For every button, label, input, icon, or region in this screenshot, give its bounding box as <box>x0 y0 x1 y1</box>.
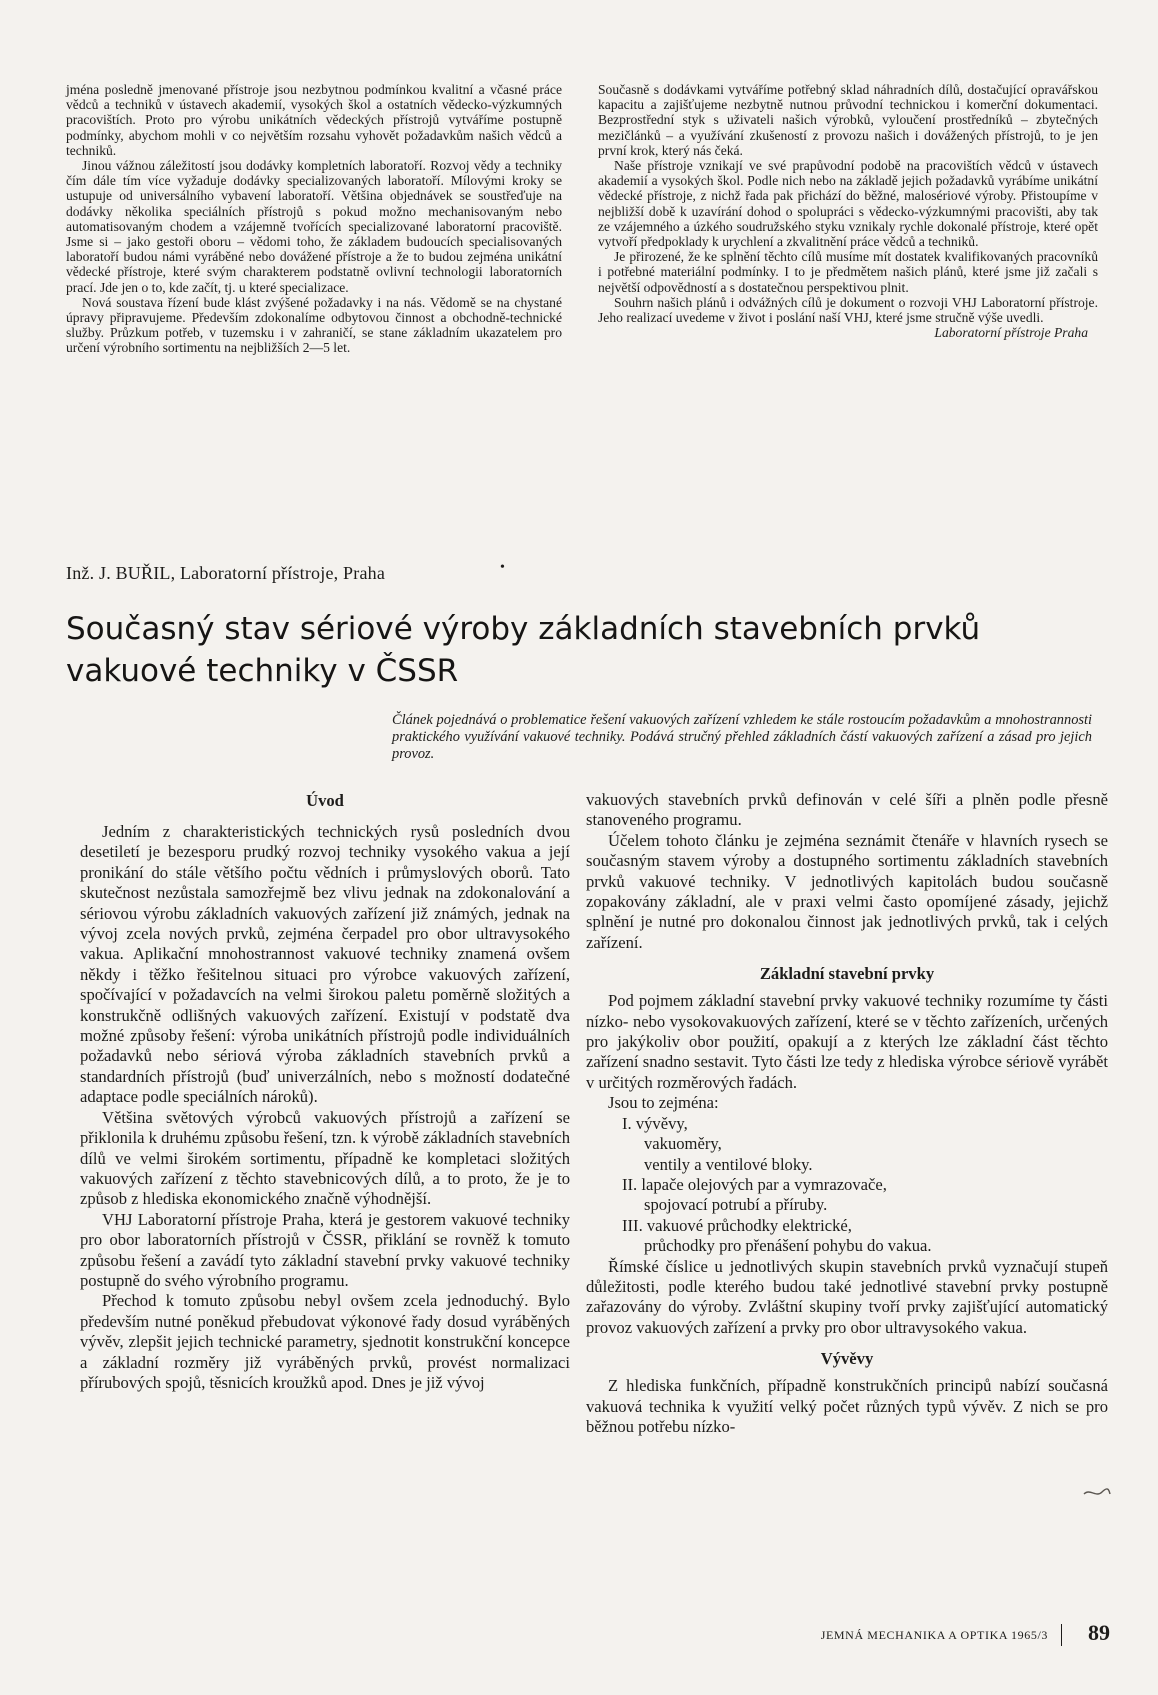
top-right-column <box>598 82 1098 340</box>
title-line-1: Současný stav sériové výroby základních stavebních prvků <box>66 611 981 647</box>
top-left-column <box>66 82 562 356</box>
list-item: II. lapače olejových par a vymrazovače, <box>622 1174 887 1194</box>
paragraph: Nová soustava řízení bude klást zvýšené požadavky i na nás. Vědomě se na chystané úpravy připravujeme. Především zdokonalíme odbytovou činnost a obchodně-technické služby. Průzkum potřeb, v tuzemsku i v zahraničí, se stane základním ukazatelem pro určení výrobního sortimentu na nejbližších 2—5 let. <box>66 294 562 356</box>
list-item: průchodky pro přenášení pohybu do vakua. <box>644 1236 932 1256</box>
paragraph: Jsou to zejména: <box>608 1093 719 1113</box>
paragraph: Pod pojmem základní stavební prvky vakuové techniky rozumíme ty části nízko- nebo vysokovakuových zařízení, které se v těchto zařízeních, určených pro jakýkoliv obor použití, opakují a z kterých lze základní část těchto zařízení snadno sestavit. Tyto části lze tedy z hlediska výrobce sériově vyrábět v určitých rozměrových řadách. <box>586 991 1108 1092</box>
footer-divider <box>1061 1624 1062 1646</box>
article-abstract: Článek pojednává o problematice řešení vakuových zařízení vzhledem ke stále rostoucím požadavkům a mnohostrannosti praktického využívání vakuové techniky. Podává stručný přehled základních částí vakuových zařízení a zásad pro jejich provoz. <box>392 712 1092 762</box>
section-heading-uvod: Úvod <box>306 791 344 810</box>
paragraph: Účelem tohoto článku je zejména seznámit čtenáře v hlavních rysech se současným stavem výroby a dostupného sortimentu základních stavebních prvků vakuové techniky. V jednotlivých kapitolách budou současně zopakovány základní, ale v praxi velmi často opomíjené zásady, jejichž splnění je nutné pro dokonalou činnost jak jednotlivých prvků, tak i celých zařízení. <box>586 830 1108 952</box>
element-list <box>586 1114 1108 1257</box>
paragraph: Přechod k tomuto způsobu nebyl ovšem zcela jednoduchý. Bylo především nutné poněkud přebudovat výkonové řady dosud vyráběných vývěv, zlepšit jejich technické parametry, sjednotit konstrukční koncepce a základní rozměry již vyráběných prvků, provést normalizaci přírubových spojů, těsnicích kroužků apod. Dnes je již vývoj <box>80 1291 570 1392</box>
section-heading-vyvevy: Vývěvy <box>820 1349 874 1369</box>
page-number: 89 <box>1088 1620 1110 1645</box>
main-left-column <box>80 790 570 1393</box>
paragraph: Jedním z charakteristických technických rysů posledních dvou desetiletí je bezesporu prudký rozvoj techniky vysokého vakua a její pronikání do stále většího počtu vědních i průmyslových oborů. Tato skutečnost nezůstala samozřejmě bez vlivu jednak na zdokonalování a sériovou výrobu základních vakuových zařízení již známých, jednak na vývoj zcela nových prvků, zejména čerpadel pro obor ultravysokého vakua. Aplikační mnohostrannost vakuové techniky znamená ovšem někdy i těžko řešitelnou situaci pro výrobce vakuových zařízení, spočívající v požadavcích na velmi širokou paletu poměrně složitých a konstrukčně odlišných vakuových zařízení. Existují v podstatě dva možné způsoby řešení: výroba unikátních přístrojů podle individuálních požadavků nebo sériová výroba základních stavebních prvků a standardních přístrojů (buď univerzálních, nebo s možností dodatečné adaptace podle speciálních nároků). <box>80 822 570 1107</box>
list-item: spojovací potrubí a příruby. <box>644 1195 828 1215</box>
paragraph: Z hlediska funkčních, případně konstrukčních principů nabízí současná vakuová technika k využití velký počet různých typů vývěv. Z nich se pro běžnou potřebu nízko- <box>586 1376 1108 1436</box>
paragraph: Většina světových výrobců vakuových přístrojů a zařízení se přiklonila k druhému způsobu řešení, tzn. k výrobě základních stavebních dílů ve velmi širokém sortimentu, případně ke kompletaci složitých vakuových zařízení z těchto stavebnicových dílů, a to proto, že je to způsob z hlediska ekonomického značně výhodnější. <box>80 1107 570 1209</box>
paragraph: Souhrn našich plánů i odvážných cílů je dokument o rozvoji VHJ Laboratorní přístroje. Jeho realizací uvedeme v život i poslání naší VHJ, které jsme stručně výše uvedli. <box>598 294 1098 326</box>
list-item: III. vakuové průchodky elektrické, <box>622 1215 852 1235</box>
ink-mark-icon <box>1082 1486 1112 1500</box>
bullet-dot: • <box>500 560 505 575</box>
paragraph: Současně s dodávkami vytváříme potřebný sklad náhradních dílů, dostačující opravářskou kapacitu a zajišťujeme nezbytně nutnou průvodní technickou i komerční dokumentaci. Bezprostřední styk s uživateli našich výrobků, vyloučení prostředníků – zbytečných mezičlánků – a využívání zkušeností z provozu našich i dovážených přístrojů, to je jen první krok, který nás čeká. <box>598 82 1098 158</box>
article-title <box>66 608 1106 692</box>
title-line-2: vakuové techniky v ČSSR <box>66 653 459 689</box>
page-footer <box>780 1620 1110 1650</box>
article-author: Inž. J. BUŘIL, Laboratorní přístroje, Praha <box>66 563 386 583</box>
section-heading-zakladni-prvky: Základní stavební prvky <box>759 964 935 984</box>
paragraph: Naše přístroje vznikají ve své prapůvodní podobě na pracovištích vědců v ústavech akademií a vysokých škol. Podle nich nebo na základě jejich požadavků vyrábíme unikátní vědecké přístroje, z nichž řada pak přichází do běžné, malosériové výroby. Přistoupíme v nejbližší době k uzavírání dohod o spolupráci s vědecko-výzkumnými pracovišti, aby tak ze vzájemného a úzkého soudružského styku vznikaly rychle dokonalé přístroje, které opět vytvoří předpoklady k urychlení a zkvalitnění práce vědců a techniků. <box>598 158 1098 250</box>
paragraph: VHJ Laboratorní přístroje Praha, která je gestorem vakuové techniky pro obor laboratorních přístrojů v ČSSR, přiklání se rovněž k tomuto způsobu řešení a zavádí tyto základní stavební prvky vakuové techniky postupně do svého výrobního programu. <box>80 1209 570 1290</box>
list-item: vakuoměry, <box>644 1134 722 1154</box>
main-right-column <box>586 790 1108 1437</box>
journal-name: JEMNÁ MECHANIKA A OPTIKA 1965/3 <box>820 1628 1048 1642</box>
paragraph: Je přirozené, že ke splnění těchto cílů musíme mít dostatek kvalifikovaných pracovníků i potřebné materiální podmínky. I to je předmětem našich plánů, které jsme již začali s největší odpovědností a s dostatečnou perspektivou plnit. <box>598 249 1098 295</box>
paragraph: jména posledně jmenované přístroje jsou nezbytnou podmínkou kvalitní a včasné práce vědců a techniků v ústavech akademií, vysokých škol a ostatních vědecko-výzkumných pracovištích. Proto pro výrobu unikátních vědeckých přístrojů vytváříme postupně podmínky, abychom mohli v co největším rozsahu vyhovět požadavkům našich vědců a techniků. <box>66 82 562 158</box>
signature: Laboratorní přístroje Praha <box>934 325 1088 341</box>
paragraph: Římské číslice u jednotlivých skupin stavebních prvků vyznačují stupeň důležitosti, podle kterého budou také jednotlivé stavební prvky postupně zařazovány do výroby. Zvláštní skupiny tvoří prvky zajišťující automatický provoz vakuových zařízení a prvky pro obor ultravysokého vakua. <box>586 1256 1108 1337</box>
list-item: ventily a ventilové bloky. <box>644 1154 813 1174</box>
list-item: I. vývěvy, <box>622 1113 688 1133</box>
paragraph: Jinou vážnou záležitostí jsou dodávky kompletních laboratoří. Rozvoj vědy a techniky čím dále tím více vyžaduje dodávky specializovaných laboratoří. Mílovými kroky se ustupuje od universálního vybavení laboratoří. Většina objednávek se soustřeďuje na dodávky několika speciálních přístrojů s pokud možno mechanisovaným nebo automatisovaným chodem a vzájemně tvořících specializované laboratorní pracoviště. Jsme si – jako gestoři oboru – vědomi toho, že základem budoucích specialisovaných laboratoří budou námi vyráběné nebo dovážené přístroje a že to budou zejména unikátní vědecké přístroje, které svým charakterem podstatně ovlivní technologii laboratorních prací. Jde jen o to, kde začít, tj. u které specializace. <box>66 158 562 295</box>
paragraph: vakuových stavebních prvků definován v celé šíři a plněn podle přesně stanoveného programu. <box>586 790 1108 830</box>
